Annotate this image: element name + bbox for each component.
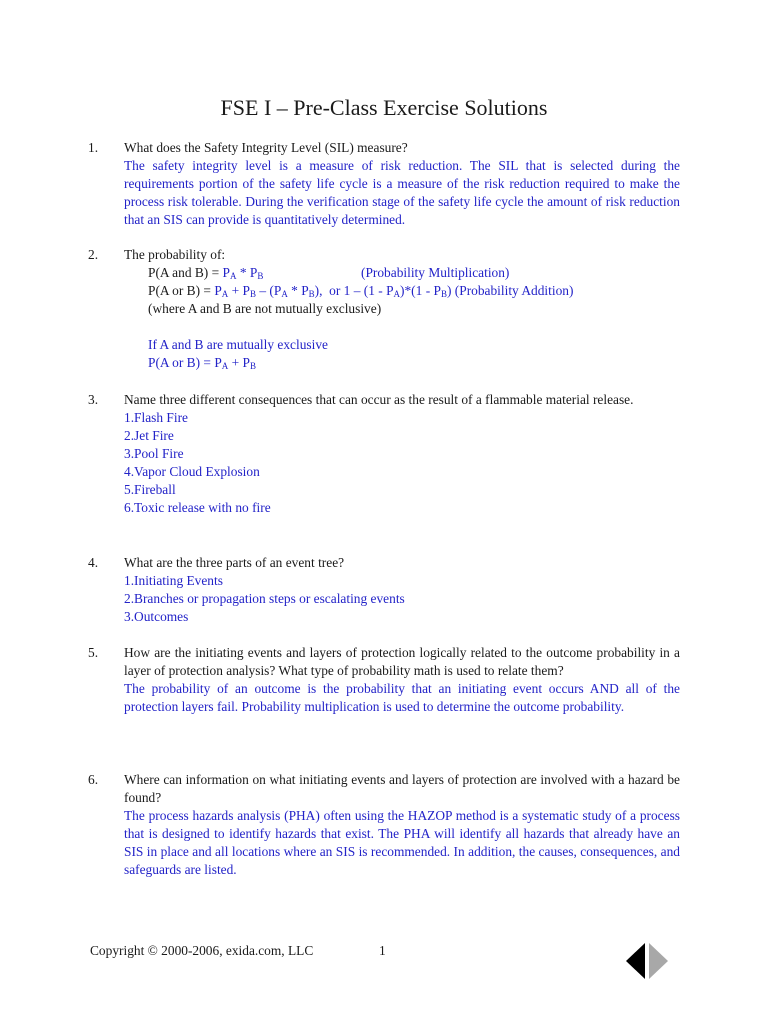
answer-text: The probability of an outcome is the probability that an initiating event occurs AND all of the protection layers fail. Probability multiplication is used to determine the outcome probability. — [124, 681, 680, 714]
formula-exclusive: P(A or $B) = P_A + P_B$ — [148, 355, 256, 371]
exclusive-label: If A and B are mutually exclusive — [148, 337, 328, 352]
question-5 — [88, 644, 680, 716]
list-item: 3.Pool Fire — [124, 446, 184, 461]
question-4 — [88, 554, 680, 626]
list-item: 2.Branches or propagation steps or escalating events — [124, 591, 405, 606]
footer-copyright: Copyright © 2000-2006, exida.com, LLC — [90, 943, 314, 958]
formula-or: P(A or $B) = P_A + P_B - (P_A * P_B)$, or $1 - (1 - P_A)*(1 - P_B)$ (Probability Addition) — [148, 283, 574, 299]
question-text: The probability of: — [124, 247, 226, 262]
page-number: 1 — [379, 943, 386, 958]
question-text: Where can information on what initiating events and layers of protection are involved with a hazard be found? — [124, 772, 680, 805]
question-text: What are the three parts of an event tree? — [124, 555, 345, 570]
list-item: 4.Vapor Cloud Explosion — [124, 464, 260, 479]
question-number: 2. — [88, 247, 99, 262]
page-title: FSE I – Pre-Class Exercise Solutions — [220, 95, 548, 120]
question-text: How are the initiating events and layers of protection logically related to the outcome probability in a layer of protection analysis? What type of probability math is used to relate them? — [124, 645, 680, 678]
question-number: 4. — [88, 555, 99, 570]
list-item: 6.Toxic release with no fire — [124, 500, 271, 515]
formula-note: (where A and B are not mutually exclusive) — [148, 301, 382, 316]
list-item: 3.Outcomes — [124, 609, 189, 624]
question-text: Name three different consequences that can occur as the result of a flammable material release. — [124, 392, 634, 407]
list-item: 1.Flash Fire — [124, 410, 188, 425]
exida-logo-icon — [626, 940, 668, 982]
question-6 — [88, 771, 680, 879]
question-number: 5. — [88, 645, 99, 660]
list-item: 1.Initiating Events — [124, 573, 223, 588]
question-number: 6. — [88, 772, 99, 787]
formula-or-note: (Probability Addition) — [454, 283, 574, 298]
question-number: 3. — [88, 392, 99, 407]
question-number: 1. — [88, 140, 99, 155]
list-item: 5.Fireball — [124, 482, 176, 497]
list-item: 2.Jet Fire — [124, 428, 174, 443]
formula-and: P(A and $B) = P_A * P_B$ (Probability Multiplication) — [148, 265, 510, 281]
question-3 — [88, 391, 680, 517]
question-1 — [88, 139, 680, 229]
formula-and-note: (Probability Multiplication) — [361, 265, 510, 280]
answer-text: The process hazards analysis (PHA) often using the HAZOP method is a systematic study of a process that is designed to identify hazards that exist. The PHA will identify all hazards that already have an SIS in place and all locations where an SIS is recommended. In addition, the causes, consequences, and safeguards are listed. — [124, 808, 680, 877]
question-2 — [88, 246, 680, 372]
question-text: What does the Safety Integrity Level (SIL) measure? — [124, 140, 408, 155]
answer-text: The safety integrity level is a measure of risk reduction. The SIL that is selected during the requirements portion of the safety life cycle is a measure of the risk reduction required to make the process risk tolerable. During the verification stage of the safety life cycle the amount of risk reduction that an SIS can provide is quantitatively determined. — [124, 158, 680, 227]
